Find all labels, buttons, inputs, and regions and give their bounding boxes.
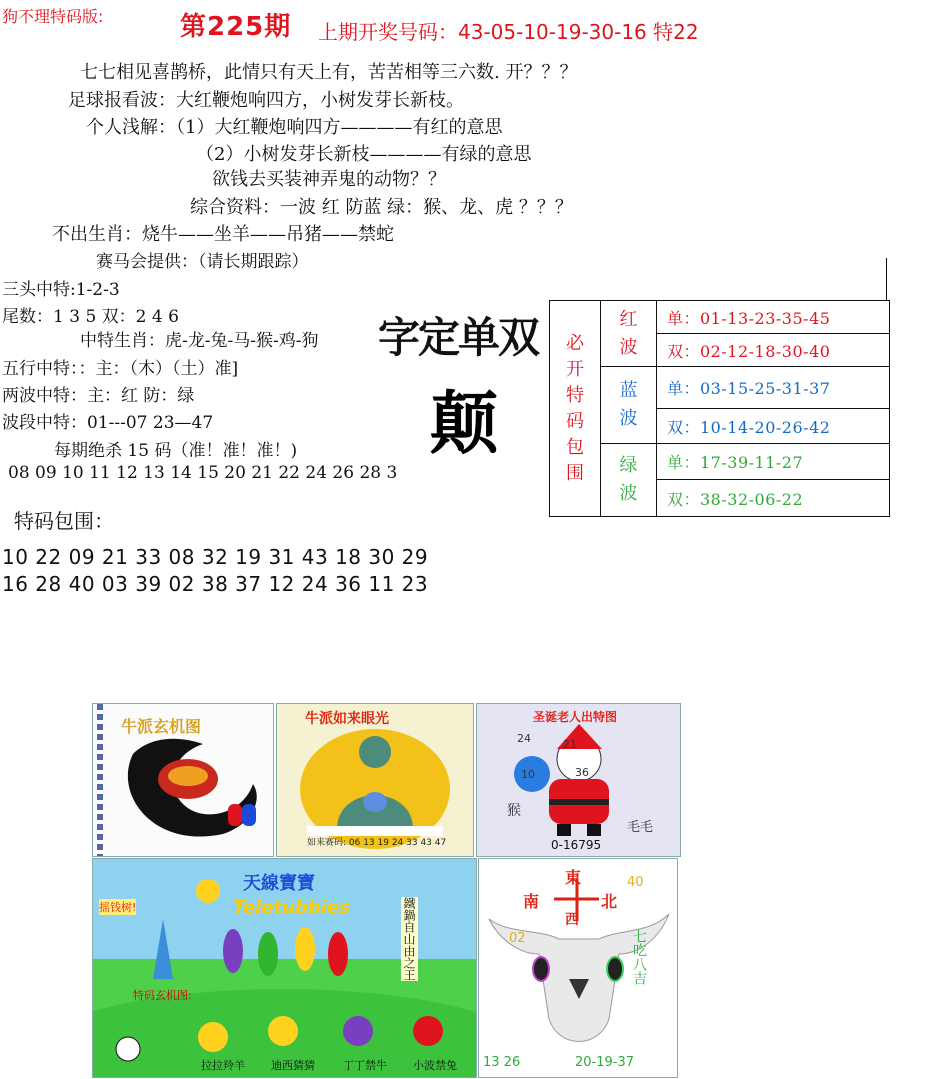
red-wave-label: 红 波 [601,301,657,367]
skull-side: 七吃八吉 [631,929,647,985]
zodiac-picks: 中特生肖：虎-龙-兔-马-猴-鸡-狗 [80,331,319,351]
skull-east: 東 [565,868,582,887]
blue-odd: 单：03-15-25-31-37 [657,367,890,409]
santa-num-10: 10 [521,768,535,781]
skull-right-nums: 20-19-37 [575,1055,635,1070]
panel-mystery-image [92,703,274,857]
panel4-caption-3: 丁丁禁牛 [343,1059,387,1072]
skull-north: 北 [601,892,618,911]
skull-left-nums: 13 26 [483,1055,521,1070]
panel4-caption-4: 小波禁兔 [413,1059,457,1072]
special-numbers-row-2: 16 28 40 03 39 02 38 37 12 24 36 11 23 [2,572,429,596]
special-title: 特码包围： [14,509,114,533]
santa-char-2: 毛毛 [627,820,654,835]
skull-west: 西 [565,912,579,928]
interpretation-line-1: 个人浅解：（1）大红鞭炮响四方————有红的意思 [86,117,503,138]
money-tree-tag: 摇钱树! [99,901,137,914]
panel3-title: 圣诞老人出特图 [533,710,618,724]
buddha-graphic [277,704,473,856]
green-even: 双：38-32-06-22 [657,480,890,517]
kill-title: 每期绝杀 15 码（准！准！准！) [54,441,298,461]
panel-skull [478,858,678,1078]
swirl-graphic [93,704,273,856]
excluded-zodiac: 不出生肖：烧牛——坐羊——吊猪——禁蛇 [52,224,394,245]
green-odd: 单：17-39-11-27 [657,444,890,480]
santa-code: 0-16795 [551,838,602,852]
panel-teletubbies [92,858,477,1078]
five-elements: 五行中特：：主：（木）（土）准] [2,359,239,379]
santa-num-36: 36 [575,766,589,779]
table-label: 必 开 特 码 包 围 [550,301,601,517]
panel4-caption-2: 迪西猜猜 [271,1059,315,1072]
table-divider [886,258,887,300]
top-three: 三头中特:1-2-3 [2,280,120,300]
skull-south: 南 [523,892,540,911]
interpretation-line-2: （2）小树发芽长新枝————有绿的意思 [196,144,532,165]
riddle-line: 欲钱去买装神弄鬼的动物？？ [212,169,446,190]
skull-40: 40 [627,875,644,890]
red-even: 双：02-12-18-30-40 [657,334,890,367]
wave-segments: 波段中特：01---07 23—47 [2,413,214,433]
santa-num-21: 21 [563,738,577,751]
panel4-side: 鐵鍋自山由之王 [402,897,416,981]
skull-02: 02 [509,931,526,946]
poem-line-2: 足球报看波：大红鞭炮响四方，小树发芽长新枝。 [68,90,464,111]
last-draw-numbers: 上期开奖号码：43-05-10-19-30-16 特22 [318,20,699,44]
summary-line: 综合资料：一波 红 防蓝 绿：猴、龙、虎 ？？？ [190,197,573,218]
panel4-title: 天線寶寶 [243,873,315,894]
tail-numbers: 尾数：1 3 5 双：2 4 6 [2,307,179,327]
two-waves: 两波中特：主：红 防：绿 [2,386,195,406]
issue-number: 第225期 [180,12,292,42]
special-code-table [549,300,890,517]
red-odd: 单：01-13-23-35-45 [657,301,890,334]
blue-wave-label: 蓝 波 [601,367,657,444]
santa-char-1: 猴 [507,803,521,819]
blue-even: 双：10-14-20-26-42 [657,409,890,444]
panel4-caption-1: 拉拉羚羊 [201,1059,245,1072]
green-wave-label: 绿 波 [601,444,657,517]
provider-line: 赛马会提供：（请长期跟踪） [96,252,309,272]
special-numbers-row-1: 10 22 09 21 33 08 32 19 31 43 18 30 29 [2,545,429,569]
santa-num-24: 24 [517,732,531,745]
headline-odd-even: 字定单双 [378,313,539,362]
panel-santa [476,703,681,857]
site-name: 狗不理特码版: [2,7,104,26]
panel2-title: 牛派如来眼光 [305,711,389,727]
teletubbies-brand: Teletubbies [233,897,350,918]
panel-buddha [276,703,474,857]
panel1-title: 牛派玄机图 [121,717,202,736]
kill-numbers: 08 09 10 11 12 13 14 15 20 21 22 24 26 28 3 [8,463,398,483]
panel2-numbers: 如来赛码: 06 13 19 24 33 43 47 [307,838,447,848]
poem-line-1: 七七相见喜鹊桥，此情只有天上有，苦苦相等三六数. 开？？？ [80,62,578,83]
panel4-subtitle: 特码玄机图: [133,989,192,1002]
big-character: 颠 [430,384,499,464]
